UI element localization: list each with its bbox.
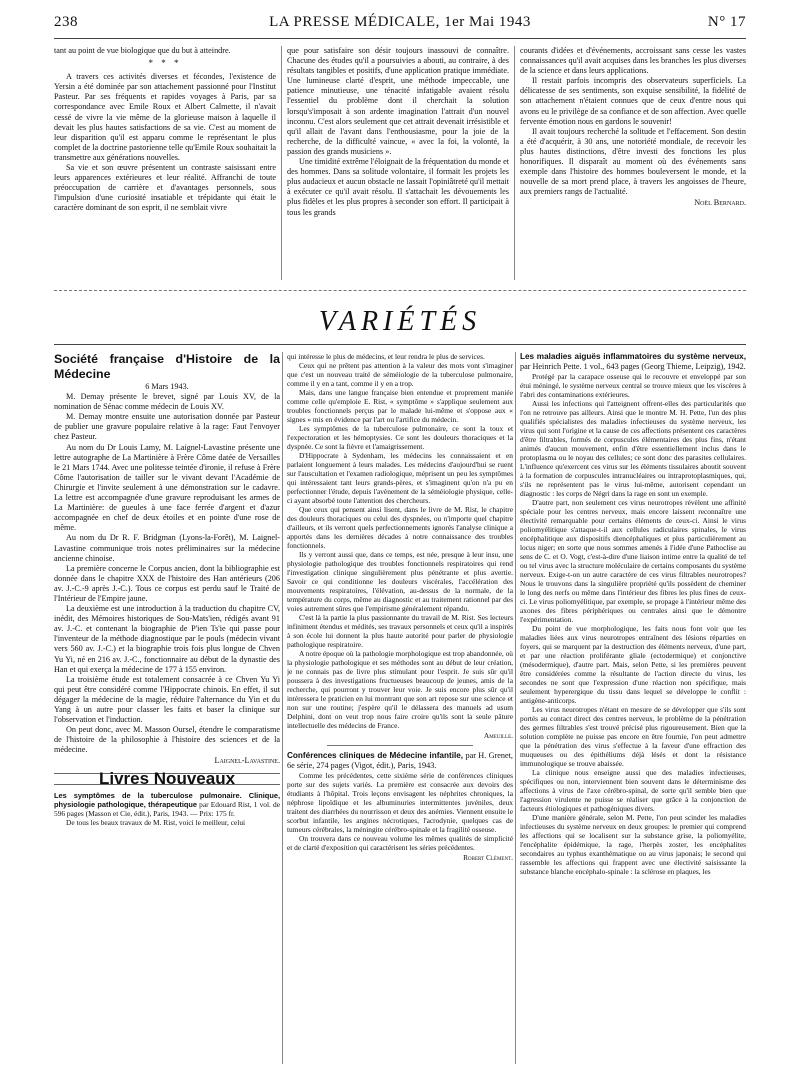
paragraph: La deuxième est une introduction à la traduction du chapitre CV, inédit, des Mémoires historiques de Sou-Mats'ien, rédigés avant 91 av. J.-C. et contenant la biographie de P'ien Ts'ie qui passe pour l'inventeur de la méthode diagnostique par le pouls (médecin vivant vers 560 av. J.-C.) et la biographie trois fois plus longue de Chven Yu Yi, né en 216 av. J.-C., fonctionnaire au début de la dynastie des Han et qui exerça la médecine de 177 à 155 environ. [54, 604, 280, 674]
paragraph: Il restait parfois incompris des observateurs superficiels. La délicatesse de ses sentiments, son exquise sensibilité, la fidélité de son attachement n'étaient connues que de ceux d'entre nous qui avons eu le privilège de sa confiance et de son affection. Avec quelle fervente émotion nous en gardons le souvenir! [520, 76, 746, 126]
issue-number: N° 17 [707, 14, 746, 30]
top-column-3 [520, 46, 746, 286]
section-stars: * * * [148, 58, 182, 69]
page-number: 238 [54, 14, 78, 30]
paragraph: Au nom du Dr R. F. Bridgman (Lyons-la-Forêt), M. Laignel-Lavastine communique trois notes préliminaires sur la médecine ancienne chinoise. [54, 533, 280, 563]
paragraph: que pour satisfaire son désir toujours inassouvi de connaître. Chacune des études qu'il a poursuivies a abouti, au contraire, à des résultats tangibles et positifs, d'une application pratique immédiate. Une lumineuse clarté d'esprit, une méthode impeccable, une patience minutieuse, une ténacité infatigable avaient résolu l'essentiel du problème dont il cherchait la solution lorsqu's'imposait à son ardente imagination l'attrait d'un nouvel inconnu. C'est alors seulement que cet attrait devenait irrésistible et qu'il allait de l'avant dans l'enthousiasme, pour la joie de la recherche, de la difficulté vaincue, « avec la foi, la volonté, la passion des grands musiciens ». [287, 46, 509, 156]
paragraph: Sa vie et son œuvre présentent un contraste saisissant entre leurs apparences extérieures et leur réalité. Affranchi de toute préoccupation de carrière et d'avantages personnels, sous l'impulsion d'une curiosité insatiable et trépidante qui était le caractère dominant de son esprit, il ne semblait vivre [54, 163, 276, 213]
paragraph: Les virus neurotropes n'étant en mesure de se développer que s'ils sont portés au contact direct des centres nerveux, le problème de la pénétration des germes filtrables s'est trouvé précisé plus rigoureusement. Bien que la solution complète ne puisse pas encore en être fournie, l'on peut admettre que la pénétration des virus s'effectue à la faveur d'une effraction des muqueuses ou des épithéliums déjà lésés et dont la résistance immunologique se trouve abaissée. [520, 704, 746, 768]
page-header [54, 14, 746, 40]
book-title: Les symptômes de la tuberculose pulmonaire. Clinique, physiologie pathologique, thérapeutique [54, 790, 280, 809]
paragraph: On trouvera dans ce nouveau volume les mêmes qualités de simplicité et de clarté d'exposition qui caractérisent les séries précédentes. [287, 833, 513, 852]
paragraph: La troisième étude est totalement consacrée à ce Chven Yu Yi qui peut être considéré comme l'Hippocrate chinois. En effet, il sut dégager la médecine de la magie, réduire l'alternance du Yin et du Yang à un autre pour classer les faits et baser la clinique sur l'observation et l'induction. [54, 674, 280, 725]
paragraph: Que ceux qui pensent ainsi lisent, dans le livre de M. Rist, le chapitre des douleurs thoraciques ou celui des dyspnées, ou n'importe quel chapitre d'ailleurs, et ils verront quels perfectionnements ignorés l'analyse clinique a apportés dans les dernières décades à notre connaissance des troubles fonctionnels. [287, 505, 513, 550]
society-title: Société française d'Histoire de la Médecine [54, 352, 280, 381]
book-title: Conférences cliniques de Médecine infantile, [287, 751, 464, 760]
paragraph: A travers ces activités diverses et fécondes, l'existence de Yersin a été dominée par son attachement passionné pour l'Institut Pasteur. Par ses fréquents et rapides voyages à Paris, par sa correspondance avec Emile Roux et Albert Calmette, il n'avait cessé de vivre la vie même de la glorieuse maison à laquelle il devait les plus hautes satisfactions de sa vie. C'est au moment de leur disparition qu'il est apparu comme le représentant le plus complet de la doctrine pastorienne telle qu'Emile Roux souhaitait la transmettre aux générations nouvelles. [54, 72, 276, 162]
paragraph: tant au point de vue biologique que du but à atteindre. [54, 46, 231, 55]
paragraph: La clinique nous enseigne aussi que des maladies infectieuses, spécifiques ou non, interviennent bien souvent dans le déterminisme des affections à virus de l'axe cérébro-spinal, de sorte qu'il semble bien que l'agression virulente ne puisse se réaliser que grâce à la conjonction de facteurs étiologiques et pathogéniques divers. [520, 767, 746, 813]
paragraph: D'Hippocrate à Sydenham, les médecins les connaissaient et en parlaient longuement à leurs malades. Les médecins d'aujourd'hui se ruent sur l'auscultation et l'examen radiologique, méprisent un peu les symptômes qui intéressaient tant leurs grands-pères, et s'imaginent qu'on n'a pu en perfectionner l'étude, depuis l'avènement de la séméiologie physique, celle-ci ayant absorbé toute l'attention des chercheurs. [287, 451, 513, 505]
review-column [287, 352, 513, 1067]
top-column-1 [54, 46, 276, 286]
journal-title: LA PRESSE MÉDICALE, 1er Mai 1943 [269, 14, 531, 30]
varietes-rule [54, 344, 746, 345]
paragraph: M. Demay montre ensuite une autorisation donnée par Pasteur de publier une gravure populaire relative à la rage: Faut l'envoyer chez Pasteur. [54, 412, 280, 442]
paragraph: Ils y verront aussi que, dans ce temps, est née, presque à leur insu, une physiologie pathologique des troubles fonctionnels respiratoires qui rend l'investigation clinique singulièrement plus pénétrante et plus avertie. Savoir ce qui conditionne les douleurs viscérales, l'accélération des mouvements respiratoires, l'élévation, au-dessus de la normale, de la température du corps, même au diagnostic et au traitement rationnel par des voies autrement sûres que l'empirisme généralement répandu. [287, 550, 513, 613]
author-signature: Ameuille. [483, 731, 513, 740]
section-rule [54, 290, 746, 291]
column-divider [514, 46, 515, 280]
paragraph: courants d'idées et d'événements, accroissant sans cesse les vastes connaissances qu'il avait acquises dans les branches les plus diverses de la science et dans leurs applications. [520, 46, 746, 76]
paragraph: Ceux qui ne prêtent pas attention à la valeur des mots vont s'imaginer que c'est un nouveau traité de séméiologie de la tuberculose pulmonaire, comme il y en a tant, comme il y en a trop. [287, 361, 513, 388]
author-signature: Laignel-Lavastine. [214, 756, 280, 766]
varietes-heading: VARIÉTÉS [318, 306, 482, 337]
paragraph: Il avait toujours recherché la solitude et l'effacement. Son destin a été d'acquérir, à 30 ans, une notoriété mondiale, de recevoir les plus hautes distinctions, d'être investi des fonctions les plus honorifiques. Il disparaît au moment où des événements sans exemple dans l'histoire des hommes bouleversent le monde, et la nouvelle de sa mort prend place, à travers les angoisses de l'heure, aux premiers rangs de l'actualité. [520, 126, 746, 197]
right-review-column [520, 352, 746, 1067]
paragraph: Comme les précédentes, cette sixième série de conférences cliniques porte sur des sujets variés. La première est consacrée aux devoirs des étudiants à l'hôpital. Trois leçons envisagent les néphrites chroniques, la néphrose lipoïdique et les albuminuries intermittentes juvéniles, deux traitent des diarrhées du nourrisson et deux des anémies. Viennent ensuite le scorbut infantile, les angines nécrotiques, l'acrodynie, quelques cas de tumeurs cérébrales, la méningite cérébro-spinale et la fragilité osseuse. [287, 770, 513, 834]
paragraph: M. Demay présente le brevet, signé par Louis XV, de la nomination de Sénac comme médecin de Louis XV. [54, 392, 280, 412]
book-reference: par Edouard Rist, 1 vol. de 596 pages (Masson et Cie, édit.), Paris, 1943. — Prix: 175 fr. [54, 799, 280, 818]
paragraph: D'une manière générale, selon M. Pette, l'on peut scinder les maladies infectieuses du système nerveux en deux groupes: le premier qui comprend les affections qui se localisent sur la substance grise, la poliomyélite, l'encéphalite épidémique, la rage, l'herpès zoster, les encéphalites secondaires au typhus exanthématique ou au virus japonais; le second qui rassemble les affections qui frappent avec une électivité saisissante la substance blanche encéphalo-spinale : la sclérose en plaques, les [520, 812, 746, 876]
paragraph: A notre époque où la pathologie morphologique est trop abandonnée, où la physiologie pathologique et ses méthodes sont au début de leur création, je ne connais pas de livre plus stimulant pour l'esprit. Je suis sûr qu'il poussera à des investigations fructueuses beaucoup de jeunes, amis de la recherche, qui pourront y trouver leur voie. Je suis encore plus sûr qu'il intéressera le praticien en lui montrant que son art repose sur une science et non sur une routine; j'espère qu'il le délassera des manuels ad usum Delphini, dont on veut trop nous faire croire qu'ils sont la seule pâture intellectuelle des médecins de France. [287, 649, 513, 730]
paragraph: On peut donc, avec M. Masson Oursel, étendre le comparatisme de l'histoire de la philosophie à l'histoire des sciences et de la médecine. [54, 725, 280, 755]
paragraph: Aussi les infections qui l'atteignent offrent-elles des particularités que l'on ne retrouve pas ailleurs. Ainsi que le montre M. H. Pette, l'un des plus qualifiés spécialistes des maladies infectieuses du système nerveux, les virus qui sont l'origine et la cause de ces affections présentent ces caractères d'être filtrables, formés de corpuscules élémentaires des plus fins, n'étant animés d'aucun mouvement, enfin d'être essentiellement inclus dans le protoplasma ou le noyau des cellules; ce sont donc des parasites cellulaires. L'influence qu'exercent ces virus sur les éléments tissulaires aboutit souvent à la formation de corpuscules intranucléaires ou intraprotoplasmiques, qui, s'ils ne représentent pas le virus lui-même, autorisent cependant un diagnostic : les corps de Négri dans la rage en sont un exemple. [520, 398, 746, 498]
paragraph: Du point de vue morphologique, les faits nous font voir que les maladies liées aux virus neurotropes entraînent des lésions réparties en foyers, qui se marquent par la destruction des éléments nerveux, d'une part, et par une réaction proliférante gliale (ectodermique) et conjonctive (mésodermique), d'autre part. Mais, selon Pette, si les premières peuvent être considérées comme la résultante de l'action directe du virus, les secondes ne sont que l'expression d'une réaction non spécifique, mais seulement hyperergique du tissu dans lequel se développe le conflit : antigène-anticorps. [520, 623, 746, 705]
paragraph: Les symptômes de la tuberculose pulmonaire, ce sont la toux et l'expectoration et les hémoptysies. Ce sont les douleurs thoraciques et la dyspnée. Ce sont la fièvre et l'amaigrissement. [287, 424, 513, 451]
author-signature: Robert Clément. [463, 852, 513, 862]
book-reference: par Heinrich Pette. 1 vol., 643 pages (Georg Thieme, Leipzig), 1942. [520, 361, 746, 371]
section-rule [327, 745, 473, 746]
book-title: Les maladies aiguës inflammatoires du système nerveux, [520, 352, 746, 361]
column-divider [282, 352, 283, 1064]
book-reference: par H. Grenet, 6e série, 274 pages (Vigot, édit.), Paris, 1943. [287, 751, 513, 770]
column-divider [515, 352, 516, 1064]
author-signature: Noël Bernard. [694, 198, 746, 208]
top-column-2 [287, 46, 509, 286]
paragraph: Au nom du Dr Louis Lamy, M. Laignel-Lavastine présente une lettre autographe de La Martinière à Frère Côme datée de Versailles le 21 Mars 1744. Avec une politesse teintée d'ironie, il refuse à Frère Côme l'autorisation de tailler sur le vivant devant l'Académie de Chirurgie et l'invite seulement à une démonstration sur le cadavre. La lettre est accompagnée d'une gravure reproduisant les armes de La Martinière: de gueules à une face ferrée d'argent et d'azur accompagnée en chef de deux étoiles et en pointe d'une rose de même. [54, 442, 280, 533]
meeting-date: 6 Mars 1943. [145, 382, 189, 391]
paragraph: Mais, dans une langue française bien entendue et proprement maniée comme celle qu'emploie E. Rist, « symptôme » s'applique seulement aux troubles fonctionnels perçus par le malade lui-même et s'oppose aux « signes » mis en évidence par l'art ou l'artifice du médecin. [287, 388, 513, 424]
paragraph: qui intéresse le plus de médecins, et leur rendra le plus de services. [287, 352, 485, 361]
column-divider [281, 46, 282, 280]
paragraph: Une timidité extrême l'éloignait de la fréquentation du monde et des hommes. Dans sa solitude volontaire, il formait les projets les plus audacieux et aucun obstacle ne lassait l'opiniâtreté qu'il mettait à exécuter ce qu'il avait résolu. Il s'attachait les dévouements les plus fidèles et les plus propres à seconder son effort. Il participait à tous les grands [287, 157, 509, 217]
paragraph: D'autre part, non seulement ces virus neurotropes révèlent une affinité spéciale pour les centres nerveux, mais encore laissent reconnaître une électivité remarquable pour certains éléments de ceux-ci. Ainsi le virus poliomyélitique s'attaque-t-il aux cellules radiculaires spinales, le virus encéphalitique aux dispositifs diencéphaliques et plus particulièrement au locus niger; en sorte que nous sommes amenés à l'idée d'une Pathoclise au sens de C. et O. Vogt, c'est-à-dire d'une liaison intime entre la qualité de tel ou tel virus avec la structure moléculaire de certains composants du système nerveux. Exige-t-on un autre caractère de ces virus filtrables neurotropes? Nous le trouvons dans la singulière propriété qu'ils possèdent de cheminer le long des nerfs ou même dans l'intérieur des fibres les plus fines de ceux-ci. Le virus poliomyélitique, par exemple, se propage à l'intérieur même des axones des fibres périphériques ou centrales ainsi que le démontre l'expérimentation. [520, 497, 746, 624]
livres-heading: Livres Nouveaux [98, 768, 236, 788]
society-column [54, 352, 280, 1067]
header-rule [54, 38, 746, 39]
paragraph: C'est là la partie la plus passionnante du travail de M. Rist. Ses lecteurs infiniment étendus et médités, ses travaux personnels et ceux qu'il a inspirés à son école lui donnent la plus haute autorité pour parler de physiologie pathologique respiratoire. [287, 613, 513, 649]
paragraph: Protégé par la carapace osseuse qui le recouvre et enveloppé par son étui méningé, le système nerveux central se trouve mieux que les viscères à l'abri des contaminations extérieures. [520, 371, 746, 399]
paragraph: La première concerne le Corpus ancien, dont la bibliographie est donnée dans le chapitre XXX de l'histoire des Han antérieurs (206 av. J.-C.-9 après J.-C.). Tous ce corpus est perdu sauf le Traité de l'Intérieur de l'Empire jaune. [54, 563, 280, 603]
paragraph: De tous les beaux travaux de M. Rist, voici le meilleur, celui [66, 817, 246, 827]
